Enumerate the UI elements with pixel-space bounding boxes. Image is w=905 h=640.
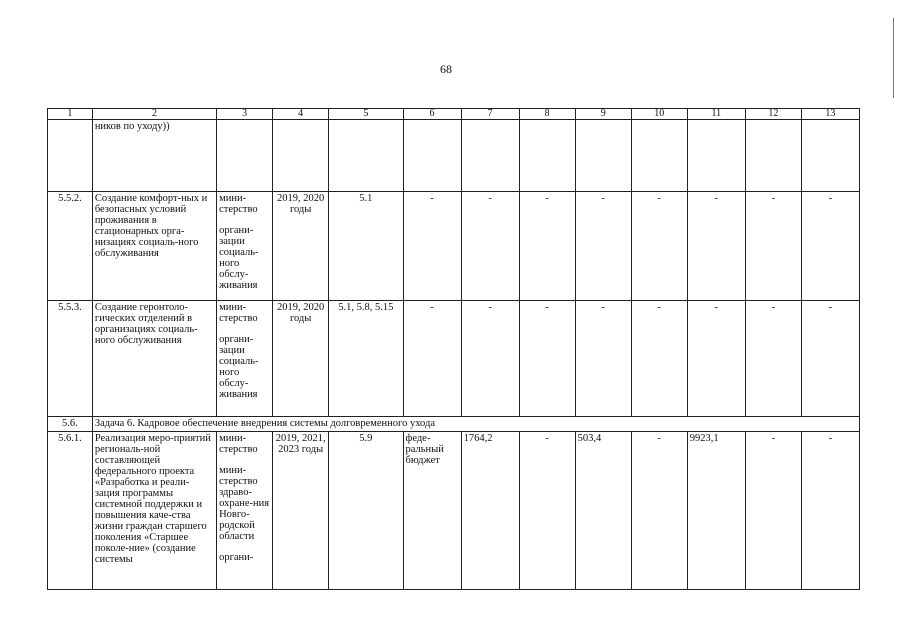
target-indicator: 5.1 (329, 192, 403, 301)
executor-secondary: органи-зации социаль-ного обслу-живания (219, 225, 259, 291)
page-number: 68 (440, 62, 452, 76)
col-header-7: 7 (461, 109, 519, 120)
target-indicator: 5.9 (329, 432, 403, 590)
col-header-10: 10 (631, 109, 687, 120)
cell-12: - (745, 192, 801, 301)
cell-7 (461, 120, 519, 192)
table-row (48, 192, 860, 301)
table-row (48, 301, 860, 417)
cell-10 (631, 120, 687, 192)
cell-8 (519, 120, 575, 192)
col-header-6: 6 (403, 109, 461, 120)
executor-tertiary: органи- (219, 552, 254, 563)
cell-8: - (519, 192, 575, 301)
col-header-13: 13 (801, 109, 859, 120)
col-header-11: 11 (687, 109, 745, 120)
executor (217, 192, 273, 301)
col-header-5: 5 (329, 109, 403, 120)
col-header-4: 4 (273, 109, 329, 120)
cell-11: 9923,1 (687, 432, 745, 590)
funding-source: феде-ральный бюджет (403, 432, 461, 590)
margin-rule (893, 18, 894, 98)
funding-source: - (403, 301, 461, 417)
cell-9 (575, 120, 631, 192)
years: 2019, 2021, 2023 годы (273, 432, 329, 590)
cell-7: - (461, 192, 519, 301)
cell-12: - (745, 301, 801, 417)
task-title: Задача 6. Кадровое обеспечение внедрения системы долговременного ухода (92, 417, 859, 432)
executor-primary: мини-стерство (219, 302, 258, 324)
col-header-12: 12 (745, 109, 801, 120)
cell-13: - (801, 432, 859, 590)
target-indicator (329, 120, 403, 192)
years: 2019, 2020 годы (273, 192, 329, 301)
cell-11 (687, 120, 745, 192)
years (273, 120, 329, 192)
years: 2019, 2020 годы (273, 301, 329, 417)
executor (217, 432, 273, 590)
task-row (48, 417, 860, 432)
task-number: 5.6. (48, 417, 93, 432)
cell-11: - (687, 301, 745, 417)
executor-primary: мини-стерство (219, 433, 258, 455)
table-row (48, 120, 860, 192)
row-number: 5.5.2. (48, 192, 93, 301)
program-table (47, 108, 860, 590)
col-header-3: 3 (217, 109, 273, 120)
measure-title: ников по уходу)) (92, 120, 216, 192)
cell-9: - (575, 301, 631, 417)
measure-title: Реализация меро-приятий региональ-ной составляющей федерального проекта «Разработка и реали-зация программы системной поддержки и повышения каче-ства жизни граждан старшего поколения «Старшее поколе-ние» (создание системы (92, 432, 216, 590)
col-header-2: 2 (92, 109, 216, 120)
cell-9: 503,4 (575, 432, 631, 590)
cell-12: - (745, 432, 801, 590)
row-number: 5.6.1. (48, 432, 93, 590)
col-header-1: 1 (48, 109, 93, 120)
cell-13: - (801, 192, 859, 301)
measure-title: Создание геронтоло-гических отделений в организациях социаль-ного обслуживания (92, 301, 216, 417)
cell-10: - (631, 301, 687, 417)
cell-10: - (631, 192, 687, 301)
cell-10: - (631, 432, 687, 590)
funding-source (403, 120, 461, 192)
executor (217, 301, 273, 417)
funding-source: - (403, 192, 461, 301)
row-number: 5.5.3. (48, 301, 93, 417)
cell-12 (745, 120, 801, 192)
cell-7: - (461, 301, 519, 417)
column-header-row (48, 109, 860, 120)
cell-13 (801, 120, 859, 192)
executor-secondary: мини-стерство здраво-охране-ния Новго-родской области (219, 465, 270, 542)
cell-9: - (575, 192, 631, 301)
cell-8: - (519, 301, 575, 417)
cell-7: 1764,2 (461, 432, 519, 590)
row-number (48, 120, 93, 192)
cell-13: - (801, 301, 859, 417)
cell-8: - (519, 432, 575, 590)
cell-11: - (687, 192, 745, 301)
col-header-9: 9 (575, 109, 631, 120)
table-row (48, 432, 860, 590)
measure-title: Создание комфорт-ных и безопасных условий проживания в стационарных орга-низациях социаль-ного обслуживания (92, 192, 216, 301)
target-indicator: 5.1, 5.8, 5.15 (329, 301, 403, 417)
col-header-8: 8 (519, 109, 575, 120)
executor (217, 120, 273, 192)
executor-secondary: органи-зации социаль-ного обслу-живания (219, 334, 259, 400)
executor-primary: мини-стерство (219, 193, 258, 215)
